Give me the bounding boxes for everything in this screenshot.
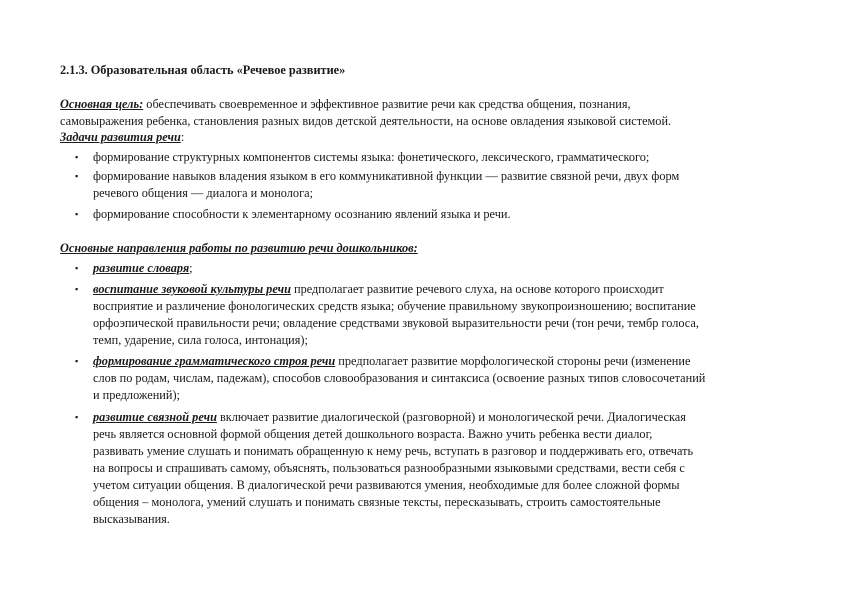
direction-item-cont: восприятие и различение фонологических средств языка; обучение правильному звукопроизношению; воспитание — [93, 299, 696, 313]
goal-text: обеспечивать своевременное и эффективное развитие речи как средства общения, познания, — [143, 97, 631, 111]
tasks-heading: Задачи развития речи: — [60, 130, 185, 144]
direction-item: развитие словаря; — [93, 261, 193, 275]
tasks-label: Задачи развития речи — [60, 130, 181, 144]
direction-item-cont: на вопросы и спрашивать самому, объяснять, пользоваться разнообразными языковыми средствами, вести себя с — [93, 461, 685, 475]
direction-item-cont: высказывания. — [93, 512, 170, 526]
bullet-icon: ▪ — [75, 356, 79, 366]
direction-item-cont: слов по родам, числам, падежам), способов словообразования и синтаксиса (освоение разных типов словосочетаний — [93, 371, 706, 385]
direction-item-cont: и предложений); — [93, 388, 180, 402]
direction-item-cont: общения – монолога, умений слушать и понимать связные тексты, пересказывать, строить самостоятельные — [93, 495, 661, 509]
direction-item: развитие связной речи включает развитие диалогической (разговорной) и монологической речи. Диалогическая — [93, 410, 686, 424]
direction-item: формирование грамматического строя речи предполагает развитие морфологической стороны речи (изменение — [93, 354, 691, 368]
bullet-icon: ▪ — [75, 412, 79, 422]
goal-label: Основная цель: — [60, 97, 144, 111]
task-item: формирование способности к элементарному осознанию явлений языка и речи. — [93, 207, 511, 221]
section-heading: 2.1.3. Образовательная область «Речевое развитие» — [60, 63, 346, 77]
direction-item-cont: учетом ситуации общения. В диалогической речи развиваются умения, необходимые для более сложной формы — [93, 478, 680, 492]
goal-line-2: самовыражения ребенка, становления разных видов детской деятельности, на основе овладения языковой системой. — [60, 114, 672, 128]
bullet-icon: ▪ — [75, 171, 79, 181]
bullet-icon: ▪ — [75, 284, 79, 294]
direction-item: воспитание звуковой культуры речи предполагает развитие речевого слуха, на основе которого происходит — [93, 282, 664, 296]
task-item-cont: речевого общения — диалога и монолога; — [93, 186, 313, 200]
directions-heading: Основные направления работы по развитию речи дошкольников: — [60, 241, 418, 255]
goal-line-1 — [60, 97, 631, 112]
bullet-icon: ▪ — [75, 263, 79, 273]
direction-item-cont: речь является основной формой общения детей дошкольного возраста. Важно учить ребенка вести диалог, — [93, 427, 653, 441]
bullet-icon: ▪ — [75, 152, 79, 162]
direction-item-cont: темп, ударение, сила голоса, интонация); — [93, 333, 308, 347]
direction-item-cont: развивать умение слушать и понимать обращенную к нему речь, вступать в разговор и поддерживать его, отвечать — [93, 444, 694, 458]
task-item: формирование структурных компонентов системы языка: фонетического, лексического, грамматического; — [93, 150, 650, 164]
task-item: формирование навыков владения языком в его коммуникативной функции — развитие связной речи, двух форм — [93, 169, 680, 183]
bullet-icon: ▪ — [75, 209, 79, 219]
direction-item-cont: орфоэпической правильности речи; овладение средствами звуковой выразительности речи (тон речи, тембр голоса, — [93, 316, 699, 330]
